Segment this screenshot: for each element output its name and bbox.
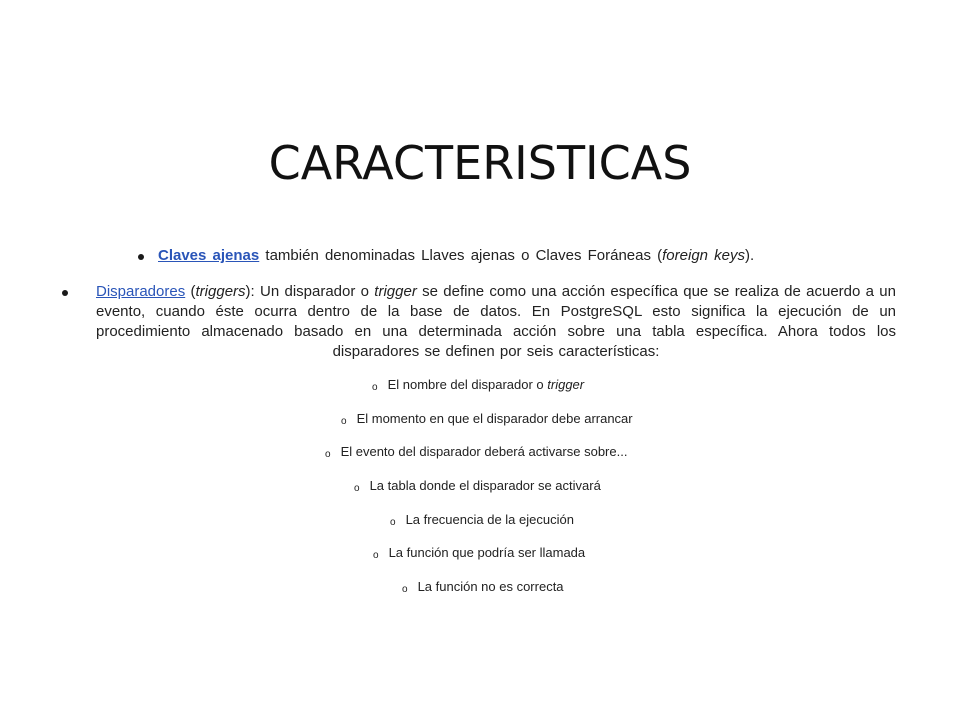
circle-bullet-icon: o [372,382,378,393]
bullet-text: ). [745,247,755,264]
bullet-text: también denominadas Llaves ajenas o Claves Foráneas ( [259,247,663,264]
subitem-frecuencia [390,512,574,531]
bullet-body [96,282,896,362]
circle-bullet-icon: o [325,449,331,460]
subitem-funcion-llamada [373,545,585,564]
bullet-body [158,246,754,266]
slide-title: CARACTERISTICAS [268,136,692,190]
circle-bullet-icon: o [354,483,360,494]
bullet-text: ( [185,283,196,300]
subitem-text: La función no es correcta [417,579,564,594]
circle-bullet-icon: o [341,416,347,427]
bullet-dot-icon [138,254,144,260]
subitem-italic: trigger [547,377,585,392]
subitem-text: El momento en que el disparador debe arrancar [356,411,633,426]
subitem-text: La función que podría ser llamada [388,545,586,560]
bullet-dot-icon [62,290,68,296]
subitem-text: La tabla donde el disparador se activará [369,478,601,493]
bullet-disparadores [62,282,902,362]
bullet-text: se define como una acción específica que se realiza de acuerdo a un evento, cuando éste ocurra dentro de la base de datos. En PostgreSQL esto significa la ejecución de un procedimiento almacenado basado en una determinada acción sobre una tabla específica. Ahora todos los disparadores se definen por seis características: [96,283,896,360]
subitem-text: El evento del disparador deberá activarse sobre... [340,444,628,459]
circle-bullet-icon: o [373,550,379,561]
bullet-italic: foreign keys [662,247,746,264]
circle-bullet-icon: o [390,517,396,528]
subitem-text: El nombre del disparador o [387,377,548,392]
disparadores-link[interactable]: Disparadores [96,283,186,300]
circle-bullet-icon: o [402,584,408,595]
bullet-text: ): Un disparador o [245,283,375,300]
subitem-tabla [354,478,601,497]
subitem-evento [325,444,627,463]
subitem-text: La frecuencia de la ejecución [405,512,574,527]
bullet-italic: triggers [195,283,246,300]
subitem-momento [341,411,633,430]
subitem-nombre [372,377,584,396]
claves-ajenas-link[interactable]: Claves ajenas [158,247,260,264]
subitem-funcion-incorrecta [402,579,564,598]
bullet-claves-ajenas [138,246,858,266]
bullet-italic: trigger [374,283,417,300]
